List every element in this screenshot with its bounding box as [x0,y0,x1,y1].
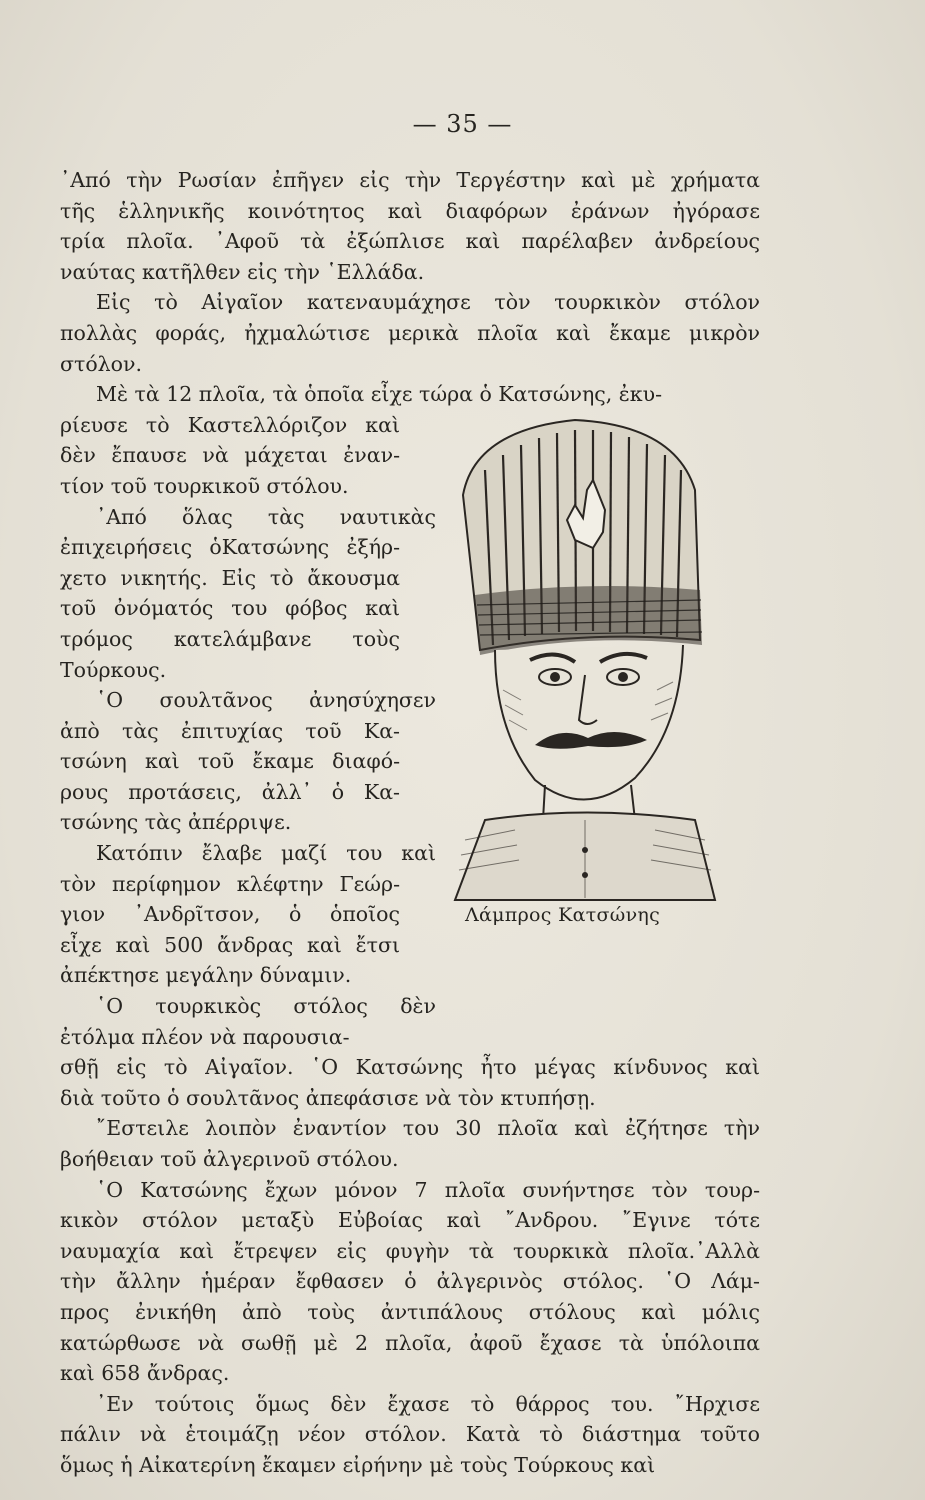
text-line: τὸν περίφημον κλέφτην Γεώρ- [60,871,400,896]
text-line: τσώνη καὶ τοῦ ἔκαμε διαφό- [60,749,400,774]
text-line: ἐπιχειρήσεις ὁΚατσώνης ἐξήρ- [60,535,400,560]
text-line: τοῦ ὀνόματός του φόβος καὶ [60,596,400,621]
text-line: σθῇ εἰς τὸ Αἰγαῖον. ῾Ο Κατσώνης ἦτο μέγας κίνδυνος καὶ [60,1055,760,1080]
text-line: ναυμαχία καὶ ἔτρεψεν εἰς φυγὴν τὰ τουρκικὰ πλοῖα.᾿Αλλὰ [60,1238,760,1263]
text-line: ὅμως ἡ Αἰκατερίνη ἔκαμεν εἰρήνην μὲ τοὺς Τούρκους καὶ [60,1452,656,1477]
text-line: Κατόπιν ἔλαβε μαζί του καὶ [96,841,436,866]
text-line: ῾Ο σουλτᾶνος ἀνησύχησεν [96,688,436,713]
text-line: ρους προτάσεις, ἀλλ᾿ ὁ Κα- [60,779,400,804]
portrait-engraving [425,400,745,920]
text-line: κατώρθωσε νὰ σωθῇ μὲ 2 πλοῖα, ἀφοῦ ἔχασε τὰ ὑπόλοιπα [60,1330,760,1355]
text-line: χετο νικητής. Εἰς τὸ ἄκουσμα [60,565,400,590]
text-line: Τούρκους. [60,657,167,682]
text-line: διὰ τοῦτο ὁ σουλτᾶνος ἀπεφάσισε νὰ τὸν κτυπήσῃ. [60,1085,596,1110]
text-line: πολλὰς φοράς, ἠχμαλώτισε μερικὰ πλοῖα καὶ ἔκαμε μικρὸν [60,320,760,345]
text-line: βοήθειαν τοῦ ἀλγερινοῦ στόλου. [60,1147,399,1171]
paragraph [60,1389,760,1481]
text-line: γιον ᾿Ανδρῖτσον, ὁ ὁποῖος [60,902,400,927]
paragraph [60,287,760,379]
text-line: ρίευσε τὸ Καστελλόριζον καὶ [60,412,400,437]
text-line: ᾿Από τὴν Ρωσίαν ἐπῆγεν εἰς τὴν Τεργέστην καὶ μὲ χρήματα [60,168,760,192]
portrait-caption: Λάμπρος Κατσώνης [465,904,661,926]
text-line: στόλον. [60,351,142,376]
text-line: εἶχε καὶ 500 ἄνδρας καὶ ἔτσι [60,932,400,957]
text-line: προς ἐνικήθη ἀπὸ τοὺς ἀντιπάλους στόλους καὶ μόλις [60,1299,760,1324]
text-line: τρόμος κατελάμβανε τοὺς [60,626,400,651]
text-line: ῾Ο Κατσώνης ἔχων μόνον 7 πλοῖα συνήντησε τὸν τουρ- [96,1177,760,1202]
text-line: τσώνης τὰς ἀπέρριψε. [60,810,292,835]
text-line: ᾿Από ὅλας τὰς ναυτικὰς [96,504,436,529]
text-line: τρία πλοῖα. ᾿Αφοῦ τὰ ἐξώπλισε καὶ παρέλαβεν ἀνδρείους [60,229,760,254]
text-line: Εἰς τὸ Αἰγαῖον κατεναυμάχησε τὸν τουρκικὸν στόλον [96,290,760,315]
text-line: ναύτας κατῆλθεν εἰς τὴν ῾Ελλάδα. [60,259,425,284]
text-line: τῆς ἑλληνικῆς κοινότητος καὶ διαφόρων ἐράνων ἠγόρασε [60,198,760,223]
paragraph [60,1175,760,1389]
text-line: ῾Ο τουρκικὸς στόλος δὲν [96,994,436,1019]
text-line: ἐτόλμα πλέον νὰ παρουσια- [60,1024,350,1049]
text-line: τίον τοῦ τουρκικοῦ στόλου. [60,473,349,498]
text-line: τὴν ἄλλην ἡμέραν ἔφθασεν ὁ ἀλγερινὸς στόλος. ῾Ο Λάμ- [60,1269,760,1294]
paragraph [60,1052,760,1113]
text-line: ᾿Εν τούτοις ὅμως δὲν ἔχασε τὸ θάρρος του. ῎Ηρχισε [96,1391,760,1416]
paragraph [60,991,760,1052]
text-line: κικὸν στόλον μεταξὺ Εὐβοίας καὶ ῎Ανδρου. ῎Εγινε τότε [60,1208,760,1233]
paragraph [60,165,760,287]
text-line: δὲν ἔπαυσε νὰ μάχεται ἐναν- [60,443,400,468]
text-line: ἀπέκτησε μεγάλην δύναμιν. [60,963,352,988]
text-line: καὶ 658 ἄνδρας. [60,1361,230,1386]
paragraph [60,1113,760,1174]
text-line: ἀπὸ τὰς ἐπιτυχίας τοῦ Κα- [60,718,400,743]
text-line: πάλιν νὰ ἑτοιμάζῃ νέον στόλον. Κατὰ τὸ διάστημα τοῦτο [60,1422,760,1447]
text-line: Μὲ τὰ 12 πλοῖα, τὰ ὁποῖα εἶχε τώρα ὁ Κατσώνης, ἐκυ- [96,382,663,407]
page-number: — 35 — [412,110,513,138]
text-line: ῎Εστειλε λοιπὸν ἐναντίον του 30 πλοῖα καὶ ἐζήτησε τὴν [96,1116,760,1141]
